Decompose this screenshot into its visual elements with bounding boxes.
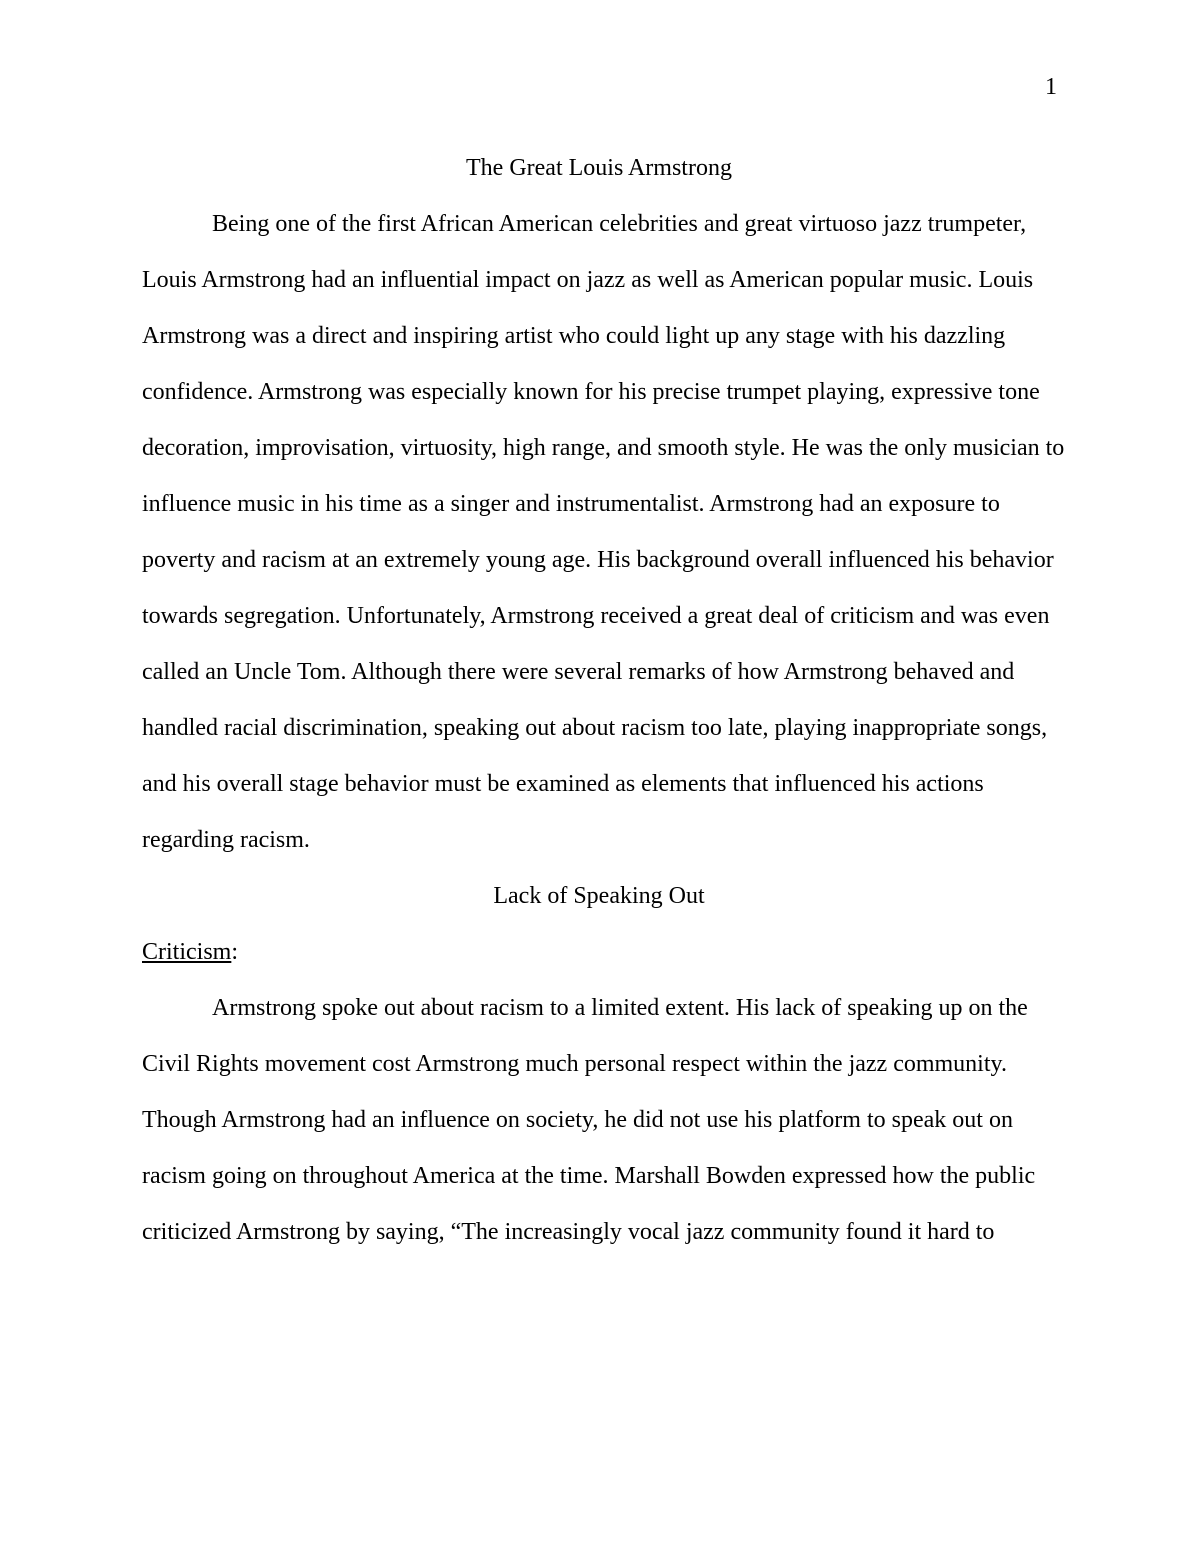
paragraph-line: confidence. Armstrong was especially known for his precise trumpet playing, expressive tone	[142, 379, 1040, 405]
subheading-line	[142, 924, 1056, 980]
section-heading: Lack of Speaking Out	[493, 883, 705, 909]
paragraph-line: Armstrong spoke out about racism to a limited extent. His lack of speaking up on the	[212, 995, 1028, 1021]
paragraph-line: called an Uncle Tom. Although there were several remarks of how Armstrong behaved and	[142, 659, 1015, 685]
section-paragraph	[142, 980, 1056, 1260]
paragraph-line: and his overall stage behavior must be examined as elements that influenced his actions	[142, 771, 984, 797]
paragraph-line: poverty and racism at an extremely young age. His background overall influenced his behavior	[142, 547, 1054, 573]
intro-paragraph	[142, 196, 1065, 868]
paragraph-line: criticized Armstrong by saying, “The increasingly vocal jazz community found it hard to	[142, 1219, 995, 1245]
paragraph-line: Louis Armstrong had an influential impact on jazz as well as American popular music. Louis	[142, 267, 1034, 293]
paragraph-line: racism going on throughout America at the time. Marshall Bowden expressed how the public	[142, 1163, 1036, 1189]
paragraph-line: Armstrong was a direct and inspiring artist who could light up any stage with his dazzling	[142, 323, 1006, 349]
paragraph-line: handled racial discrimination, speaking out about racism too late, playing inappropriate songs,	[142, 715, 1048, 741]
paragraph-line: Civil Rights movement cost Armstrong much personal respect within the jazz community.	[142, 1051, 1007, 1077]
paragraph-line: regarding racism.	[142, 827, 310, 853]
subheading-suffix: :	[231, 939, 239, 965]
document-body	[142, 140, 1065, 1260]
paragraph-line: decoration, improvisation, virtuosity, high range, and smooth style. He was the only musician to	[142, 435, 1065, 461]
document-title: The Great Louis Armstrong	[466, 155, 732, 181]
paragraph-line: towards segregation. Unfortunately, Armstrong received a great deal of criticism and was even	[142, 603, 1050, 629]
paragraph-line: influence music in his time as a singer and instrumentalist. Armstrong had an exposure to	[142, 491, 1000, 517]
paragraph-line: Though Armstrong had an influence on society, he did not use his platform to speak out on	[142, 1107, 1013, 1133]
paragraph-line: Being one of the first African American celebrities and great virtuoso jazz trumpeter,	[212, 211, 1027, 237]
subheading: Criticism	[142, 939, 232, 965]
page-number: 1	[1045, 74, 1057, 100]
